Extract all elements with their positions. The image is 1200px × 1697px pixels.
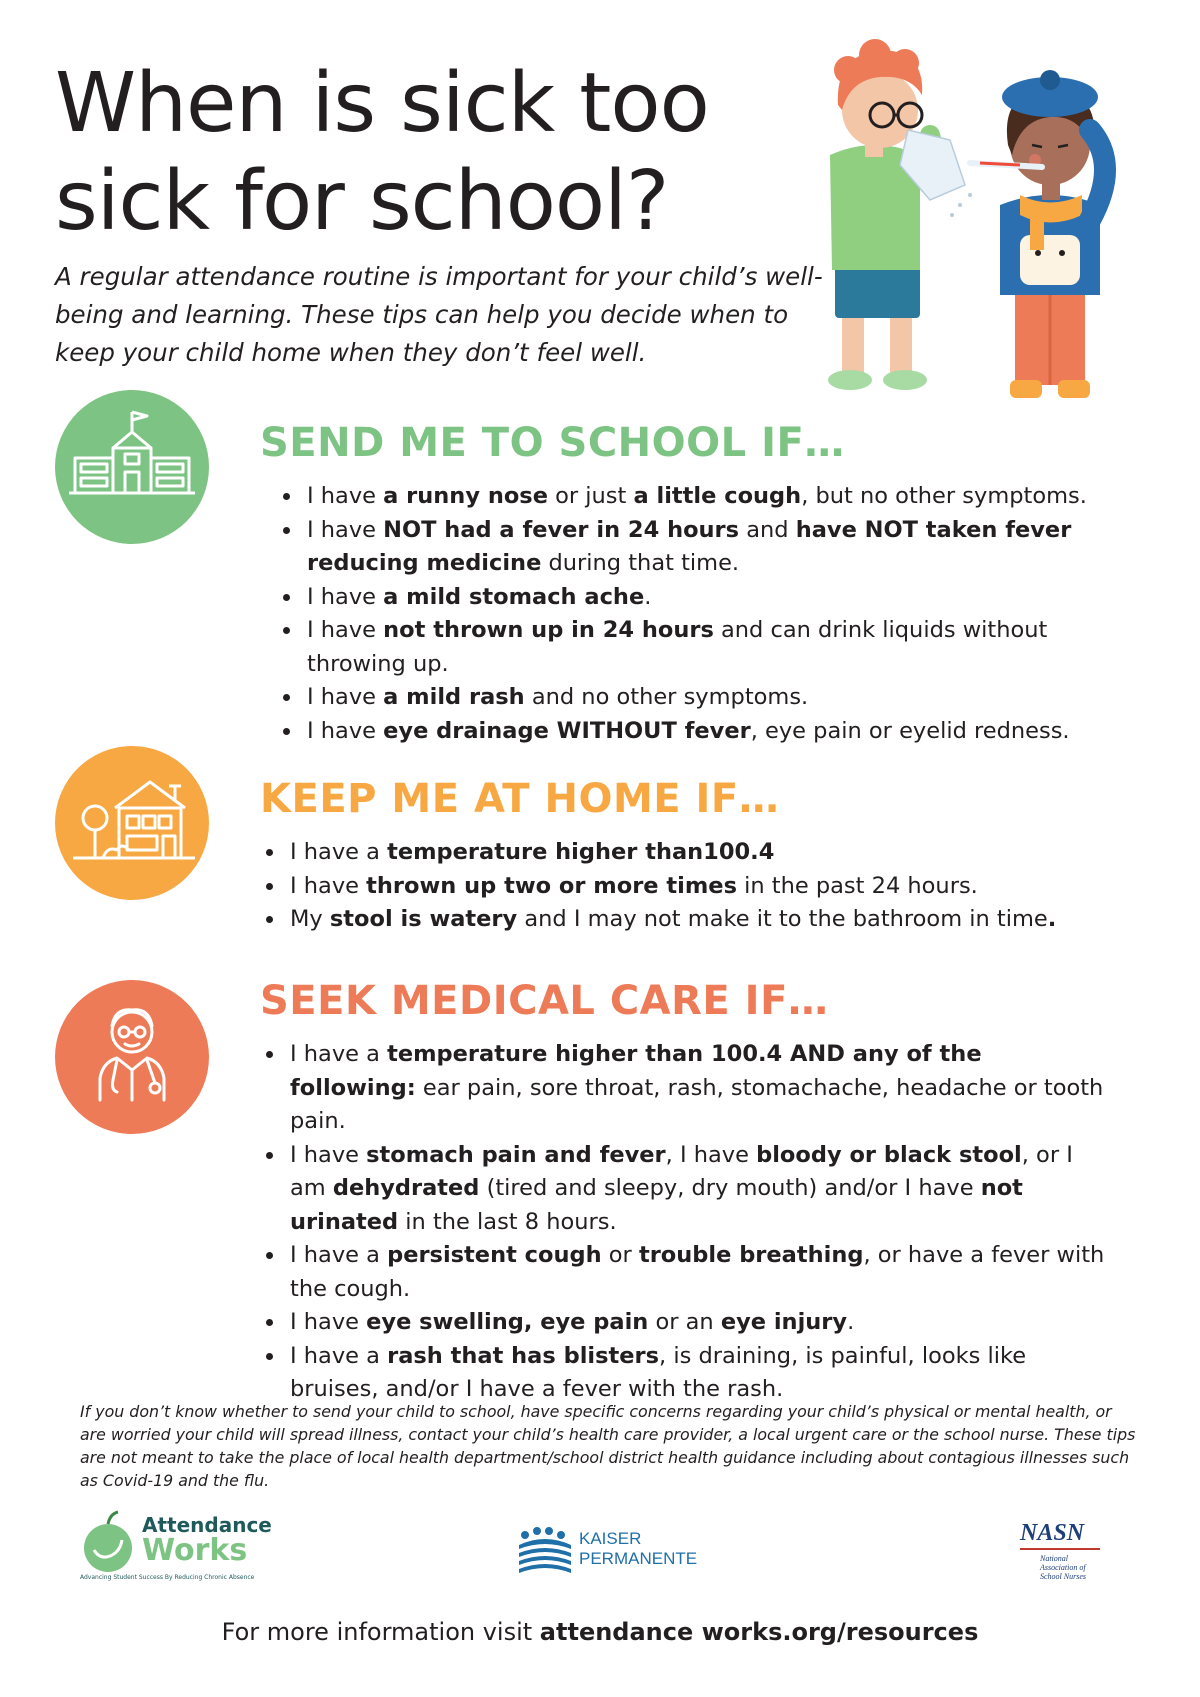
tip-item xyxy=(303,581,1103,615)
nasn-mark: NASN xyxy=(1020,1520,1085,1546)
tip-bold-text: dehydrated xyxy=(332,1175,480,1201)
tip-text: I have xyxy=(307,717,384,744)
tip-text: I have xyxy=(290,872,367,899)
tip-item xyxy=(303,715,1103,749)
tip-bold-text: temperature higher than100.4 xyxy=(387,839,775,865)
tip-bold-text: eye swelling, eye pain xyxy=(366,1309,649,1335)
tip-text: I have xyxy=(307,516,384,543)
send-to-school-list xyxy=(275,480,1103,748)
tip-text: or an xyxy=(648,1309,721,1335)
tip-item xyxy=(286,1139,1106,1240)
home-section-icon-circle xyxy=(55,746,209,900)
tip-text: My xyxy=(290,906,330,932)
tip-text: in the past 24 hours. xyxy=(736,872,978,899)
tip-item xyxy=(286,870,1106,904)
tip-bold-text: a mild stomach ache xyxy=(383,583,645,610)
tip-text: I have a xyxy=(290,1242,388,1268)
child-with-thermometer-illustration xyxy=(970,70,1105,398)
tip-text: I have a xyxy=(290,1041,388,1067)
tip-item xyxy=(286,903,1106,937)
tip-text: I have xyxy=(307,583,384,610)
tip-text: and no other symptoms. xyxy=(524,684,809,710)
nasn-line2: Association of xyxy=(1040,1563,1086,1572)
seek-medical-care-list xyxy=(258,1038,1106,1407)
attendance-works-line1: Attendance xyxy=(142,1513,272,1537)
tip-bold-text: trouble breathing xyxy=(638,1242,864,1268)
tip-item xyxy=(286,1340,1106,1407)
tip-bold-text: bloody or black stool xyxy=(756,1141,1022,1168)
tip-text: , but no other symptoms. xyxy=(801,483,1087,509)
house-icon xyxy=(55,746,209,900)
tip-bold-text: temperature higher than 100.4 AND any of the following: xyxy=(290,1041,982,1101)
tip-text: I have a xyxy=(290,1342,388,1369)
kaiser-permanente-logo xyxy=(515,1525,705,1575)
tip-item xyxy=(286,1038,1106,1139)
tip-bold-text: not urinated xyxy=(290,1175,1023,1235)
page-title xyxy=(55,55,835,251)
tip-text: , eye pain or eyelid redness. xyxy=(750,717,1070,744)
tip-text: I have xyxy=(307,617,384,643)
title-line-1: When is sick too xyxy=(55,56,709,151)
tip-item xyxy=(303,514,1103,581)
tip-text: , is draining, is painful, looks like bruises, and/or I have a fever with the rash. xyxy=(290,1342,1027,1402)
tip-bold-text: a mild rash xyxy=(383,684,525,710)
school-building-icon xyxy=(55,390,209,544)
footer-link[interactable]: attendance works.org/resources xyxy=(539,1618,979,1646)
nasn-underline xyxy=(1020,1548,1100,1550)
tip-text: in the last 8 hours. xyxy=(398,1208,617,1235)
tip-item xyxy=(286,1306,1106,1340)
tip-text: and xyxy=(739,516,796,543)
tip-text: I have xyxy=(290,1141,367,1168)
footer-more-info xyxy=(0,1618,1200,1646)
tip-bold-text: not thrown up in 24 hours xyxy=(383,617,714,643)
tip-bold-text: . xyxy=(1047,906,1057,932)
tip-text: or xyxy=(601,1242,639,1268)
tip-bold-text: NOT had a fever in 24 hours xyxy=(383,516,740,543)
disclaimer-footnote: If you don’t know whether to send your child to school, have specific concerns regarding your child’s physical or mental health, or are worried your child will spread illness, contact your child’s health care provider, a local urgent care or the school nurse. These tips are not meant to take the place of local health department/school district health guidance including about contagious illnesses such as Covid-19 and the flu. xyxy=(80,1402,1136,1490)
tip-text: , or have a fever with the cough. xyxy=(290,1242,1105,1302)
tip-text: during that time. xyxy=(541,550,740,576)
attendance-works-logo xyxy=(80,1510,270,1585)
tip-bold-text: persistent cough xyxy=(387,1242,602,1268)
tip-text: , or I am xyxy=(290,1141,1073,1201)
tip-text: or just xyxy=(547,483,634,509)
tip-text: I have xyxy=(307,684,384,710)
tip-item xyxy=(303,681,1103,715)
title-line-2: sick for school? xyxy=(55,154,669,249)
tip-text: . xyxy=(847,1309,855,1335)
tip-text: (tired and sleepy, dry mouth) and/or I have xyxy=(479,1175,981,1201)
doctor-icon xyxy=(55,980,209,1134)
kaiser-line2: PERMANENTE xyxy=(579,1549,698,1568)
attendance-works-tagline: Advancing Student Success By Reducing Chronic Absence xyxy=(80,1574,255,1581)
tip-bold-text: a little cough xyxy=(633,483,802,509)
tip-bold-text: rash that has blisters xyxy=(387,1342,660,1369)
keep-at-home-heading: KEEP ME AT HOME IF… xyxy=(260,776,780,822)
kaiser-line1: KAISER xyxy=(579,1529,642,1548)
tip-item xyxy=(286,836,1106,870)
kaiser-permanente-symbol-icon xyxy=(515,1525,575,1575)
nasn-line1: National xyxy=(1040,1554,1069,1563)
tip-bold-text: eye injury xyxy=(720,1309,848,1335)
tip-text: I have xyxy=(307,483,384,509)
tip-bold-text: have NOT taken fever reducing medicine xyxy=(307,516,1072,576)
footer-prefix: For more information visit xyxy=(221,1618,540,1646)
attendance-works-line2: Works xyxy=(142,1533,248,1568)
boy-with-tissue-illustration xyxy=(828,39,972,390)
school-section-icon-circle xyxy=(55,390,209,544)
tip-bold-text: a runny nose xyxy=(383,483,548,509)
tip-text: I have xyxy=(290,1309,367,1335)
seek-medical-care-heading: SEEK MEDICAL CARE IF… xyxy=(260,978,829,1024)
nasn-line3: School Nurses xyxy=(1040,1572,1086,1581)
tip-bold-text: eye drainage WITHOUT fever xyxy=(383,717,751,744)
tip-item xyxy=(303,614,1103,681)
medical-section-icon-circle xyxy=(55,980,209,1134)
keep-at-home-list xyxy=(258,836,1106,937)
tip-bold-text: stool is watery xyxy=(329,906,518,932)
send-to-school-heading: SEND ME TO SCHOOL IF… xyxy=(260,420,845,466)
tip-text: and can drink liquids without throwing up. xyxy=(307,617,1048,677)
tip-text: I have a xyxy=(290,839,388,865)
tip-item xyxy=(286,1239,1106,1306)
tip-text: . xyxy=(644,583,652,610)
sick-children-illustration xyxy=(820,35,1190,420)
tip-text: and I may not make it to the bathroom in time xyxy=(517,906,1048,932)
tip-text: ear pain, sore throat, rash, stomachache, headache or tooth pain. xyxy=(290,1074,1104,1134)
intro-text: A regular attendance routine is important for your child’s well-being and learning. These tips can help you decide when to keep your child home when they don’t feel well. xyxy=(55,262,823,367)
tip-bold-text: thrown up two or more times xyxy=(366,872,737,899)
nasn-logo xyxy=(1020,1520,1130,1590)
tip-text: , I have xyxy=(665,1141,757,1168)
tip-item xyxy=(303,480,1103,514)
tip-bold-text: stomach pain and fever xyxy=(366,1141,666,1168)
